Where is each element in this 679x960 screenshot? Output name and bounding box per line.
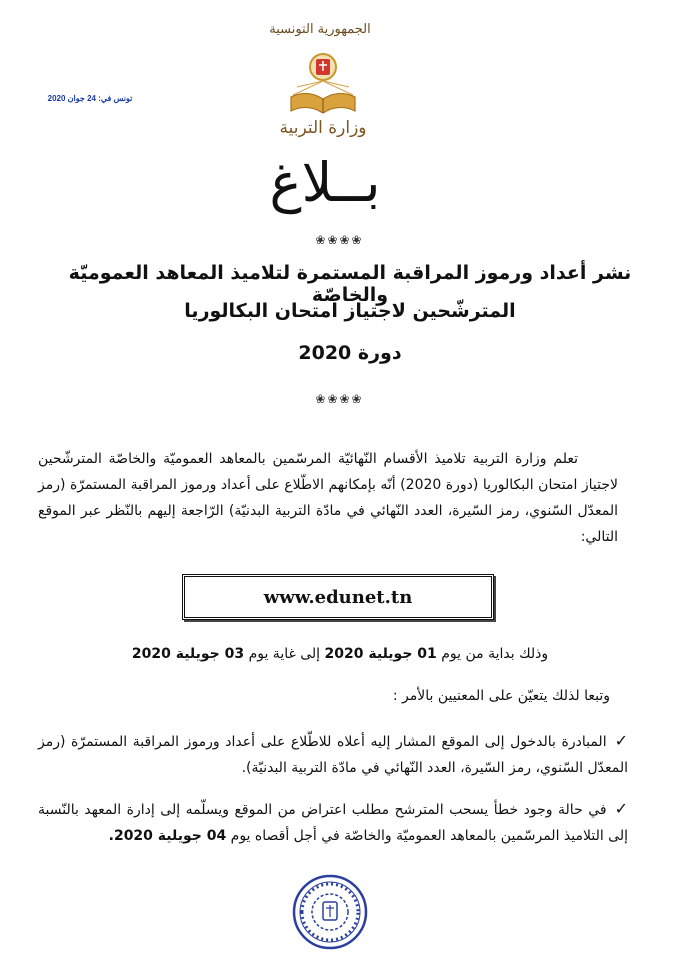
intro-paragraph: تعلم وزارة التربية تلاميذ الأقسام النّهائيّة المرسّمين بالمعاهد العموميّة والخاصّة المترشّحين لاجتياز امتحان البكالوريا (دورة 2020) أنّه بإمكانهم الاطّلاع على أعداد ورموز المراقبة المستمرّة (رمز المعدّل السّنوي، رمز السّيرة، العدد النّهائي في مادّة التربية البدنيّة) الرّاجعة إليهم بالنّظر عبر الموقع التالي: (38, 451, 619, 545)
check-icon: ✓ (614, 731, 628, 750)
obligation-intro: وتبعا لذلك يتعيّن على المعنيين بالأمر : (392, 688, 610, 704)
title-line-2: المترشّحين لاجتياز امتحان البكالوريا (184, 300, 516, 322)
ministry-emblem-icon (283, 45, 363, 125)
title-session: دورة 2020 (298, 342, 402, 364)
republic-header: الجمهورية التونسية (269, 22, 371, 37)
website-box (182, 574, 494, 620)
separator-bottom: ❀❀❀❀ (315, 392, 364, 406)
bullet-1-text: المبادرة بالدخول إلى الموقع المشار إليه أعلاه للاطّلاع على أعداد ورموز المراقبة المستمرّة (رمز المعدّل السّنوي، رمز السّيرة، العدد النّهائي في مادّة التربية البدنيّة). (38, 734, 628, 776)
title-line-1: نشر أعداد ورموز المراقبة المستمرة لتلاميذ المعاهد العموميّة والخاصّة (68, 262, 632, 306)
bullet-item-2 (38, 796, 628, 849)
separator-top: ❀❀❀❀ (315, 233, 364, 247)
website-link[interactable]: www.edunet.tn (263, 586, 413, 608)
dates-line (100, 646, 580, 662)
bullet-2-date: 04 جويلية 2020. (108, 828, 227, 844)
date-end: 03 جويلية 2020 (131, 646, 245, 662)
ministry-name: وزارة التربية (279, 118, 367, 138)
bullet-2-text: في حالة وجود خطأ يسحب المترشح مطلب اعتراض من الموقع ويسلّمه إلى إدارة المعهد بالنّسبة إلى التلاميذ المرسّمين بالمعاهد العموميّة والخاصّة في أجل أقصاه يوم (38, 802, 628, 844)
dates-prefix: وذلك بداية من يوم (441, 646, 549, 662)
official-stamp-icon (290, 872, 370, 952)
dates-middle: إلى غاية يوم (248, 646, 321, 662)
document-date: تونس في: 24 جوان 2020 (47, 94, 133, 103)
bullet-item-1 (38, 728, 628, 781)
check-icon: ✓ (614, 799, 628, 818)
announcement-heading: بــلاغ (269, 151, 381, 214)
date-start: 01 جويلية 2020 (324, 646, 437, 662)
